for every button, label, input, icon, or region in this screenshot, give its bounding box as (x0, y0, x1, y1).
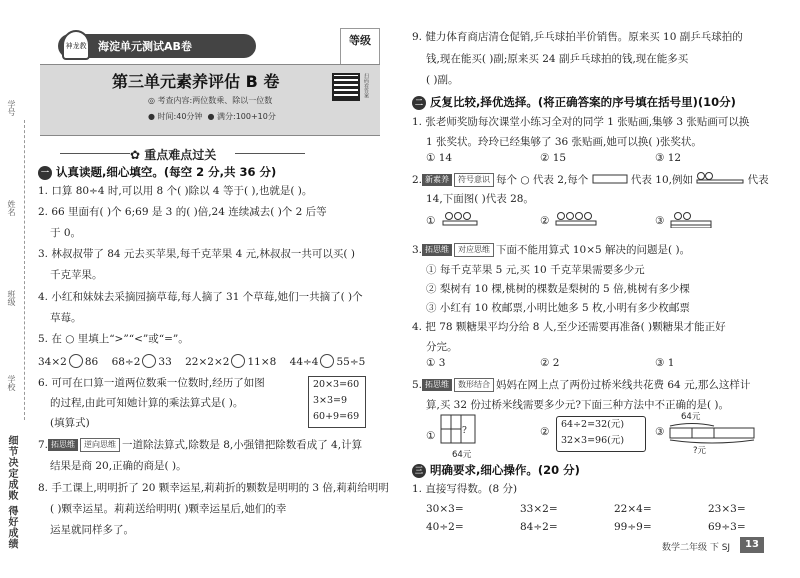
segment-diagram (669, 422, 759, 444)
compare-circle[interactable] (69, 354, 83, 368)
question-2-cont: 于 0。 (50, 227, 82, 239)
choice-question-2-cont: 14,下面图( )代表 28。 (426, 193, 534, 205)
tag-reverse-thinking: 逆向思维 (80, 438, 120, 452)
choice-4-option-b: ② 2 (540, 357, 560, 369)
divider-left (60, 153, 130, 154)
question-5: 5. 在 ○ 里填上“>”“<”或“=”。 (38, 333, 189, 345)
divider-right (235, 153, 305, 154)
exam-content: ◎ 考查内容:两位数乘、除以一位数 (148, 96, 273, 105)
choice-5-option-a: ① ? 64元 (426, 414, 516, 462)
question-6-note: (填算式) (50, 417, 90, 429)
choice-3-option-b: ② 梨树有 10 棵,桃树的棵数是梨树的 5 倍,桃树有多少棵 (426, 283, 690, 295)
qr-code[interactable] (332, 73, 360, 101)
grade-label: 等级 (349, 34, 371, 47)
qr-note: 扫码看答案 (363, 73, 369, 98)
question-8-cont: ( )颗幸运星。莉莉送给明明( )颗幸运星后,她们的幸 (50, 503, 287, 515)
choice-5-option-b: ② 64÷2=32(元) 32×3=96(元) (540, 414, 650, 454)
calc-item: 33×2= (520, 503, 558, 515)
option-c-diagram (668, 212, 716, 228)
compare-circle[interactable] (320, 354, 334, 368)
choice-1-option-a: ① 14 (426, 152, 453, 164)
calc-item: 30×3= (426, 503, 464, 515)
choice-5-option-c: ③ 64元 ?元 (655, 410, 765, 460)
tag-correspondence: 对应思维 (454, 243, 494, 257)
calc-item: 84÷2= (520, 521, 558, 533)
compare-row: 34×2 86 68÷2 33 22×2×2 11×8 44÷4 55÷5 (38, 356, 366, 368)
exam-header (40, 28, 380, 138)
calc-process-box: 20×3=60 3×3=9 60+9=69 (308, 376, 366, 428)
cut-line (24, 120, 25, 420)
question-8: 8. 手工课上,明明折了 20 颗幸运星,莉莉折的颗数是明明的 3 倍,莉莉给明明 (38, 482, 389, 494)
choice-4-option-c: ③ 1 (655, 357, 675, 369)
calc-steps-box: 64÷2=32(元) 32×3=96(元) (556, 416, 646, 452)
question-9: 9. 健力体育商店清仓促销,乒乓球拍半价销售。原来买 10 副乒乓球拍的 (412, 31, 743, 43)
choice-2-option-b: ② (540, 212, 601, 228)
title-panel (40, 64, 380, 136)
question-4-cont: 草莓。 (50, 312, 82, 324)
choice-3-option-c: ③ 小红有 10 枚邮票,小明比她多 5 枚,小明有多少枚邮票 (426, 302, 690, 314)
choice-question-4-cont: 分完。 (426, 341, 458, 353)
choice-3-option-a: ① 每千克苹果 5 元,买 10 千克苹果需要多少元 (426, 264, 645, 276)
question-1: 1. 口算 80÷4 时,可以用 8 个( )除以 4 等于( ),也就是( )。 (38, 185, 313, 197)
question-2: 2. 66 里面有( )个 6;69 是 3 的( )倍,24 连续减去( )个 2 后等 (38, 206, 327, 218)
bar-symbol-icon (592, 174, 628, 184)
key-points-title: ✿ 重点难点过关 (130, 148, 217, 162)
section-3-heading: 三 明确要求,细心操作。(20 分) (412, 462, 580, 478)
section-2-heading: 二 反复比较,择优选择。(将正确答案的序号填在括号里)(10分) (412, 94, 736, 110)
tag-number-shape: 数形结合 (454, 378, 494, 392)
choice-4-option-a: ① 3 (426, 357, 446, 369)
choice-question-5-cont: 算,买 32 份过桥米线需要多少元?下面三种方法中不正确的是( )。 (426, 399, 730, 411)
page-number: 13 (740, 537, 764, 553)
choice-question-1-cont: 1 张奖状。玲玲已经集够了 36 张贴画,她可以换( )张奖状。 (426, 136, 702, 148)
choice-1-option-c: ③ 12 (655, 152, 682, 164)
tag-extend: 拓思维 (422, 244, 452, 256)
question-8-end: 运星就同样多了。 (50, 524, 134, 536)
margin-label-student-id: 学号 (7, 100, 16, 116)
series-name: 海淀单元测试AB卷 (98, 40, 192, 53)
publisher-logo: 神龙教 (62, 30, 90, 60)
calc-item: 40÷2= (426, 521, 464, 533)
question-3-cont: 千克苹果。 (50, 269, 103, 281)
choice-question-3: 3. 拓思维 对应思维 下面不能用算式 10×5 解决的问题是( )。 (412, 244, 691, 256)
exam-time-score: ● 时间:40分钟 ● 满分:100+10分 (148, 112, 276, 121)
grade-box (340, 28, 380, 68)
choice-question-2: 2. 新素养 符号意识 每个 ○ 代表 2,每个 代表 10,例如 代表 (412, 174, 769, 186)
calc-item: 23×3= (708, 503, 746, 515)
choice-question-1: 1. 张老师奖励每次课堂小练习全对的同学 1 张贴画,集够 3 张贴画可以换 (412, 116, 750, 128)
option-a-diagram (439, 212, 483, 228)
question-6: 6. 可可在口算一道两位数乘一位数时,经历了如图 (38, 377, 265, 389)
option-b-diagram (553, 212, 601, 228)
tag-extend: 拓思维 (422, 379, 452, 391)
question-6-cont: 的过程,由此可知她计算的乘法算式是( )。 (50, 397, 244, 409)
question-4: 4. 小红和妹妹去采摘园摘草莓,每人摘了 31 个草莓,她们一共摘了( )个 (38, 291, 363, 303)
tag-new-literacy: 新素养 (422, 174, 452, 186)
choice-question-5: 5. 拓思维 数形结合 妈妈在网上点了两份过桥米线共花费 64 元,那么这样计 (412, 379, 751, 391)
tag-symbol-sense: 符号意识 (454, 173, 494, 187)
question-7: 7. 拓思维 逆向思维 一道除法算式,除数是 8,小强错把除数看成了 4,计算 (38, 439, 363, 451)
calc-item: 22×4= (614, 503, 652, 515)
compare-circle[interactable] (231, 354, 245, 368)
question-9-cont: 钱,现在能买( )副;原来买 24 副乒乓球拍的钱,现在能多买 (426, 53, 689, 65)
margin-motto: 细节决定成败 得好成绩 (6, 435, 17, 550)
section-3-subquestion: 1. 直接写得数。(8 分) (412, 483, 518, 495)
exam-title: 第三单元素养评估 B 卷 (112, 72, 280, 91)
choice-2-option-c: ③ (655, 212, 716, 228)
series-banner (58, 34, 256, 58)
compare-circle[interactable] (142, 354, 156, 368)
calc-item: 69÷3= (708, 521, 746, 533)
question-9-end: ( )副。 (426, 74, 459, 86)
choice-question-4: 4. 把 78 颗糖果平均分给 8 人,至少还需要再准备( )颗糖果才能正好 (412, 321, 726, 333)
calc-item: 99÷9= (614, 521, 652, 533)
choice-2-option-a: ① (426, 212, 483, 228)
question-3: 3. 林叔叔带了 84 元去买苹果,每千克苹果 4 元,林叔叔一共可以买( ) (38, 248, 355, 260)
tag-extend: 拓思维 (48, 439, 78, 451)
question-7-cont: 结果是商 20,正确的商是( )。 (50, 460, 187, 472)
binding-margin (0, 0, 30, 578)
example-symbol-icon (696, 172, 744, 184)
margin-label-school: 学校 (7, 375, 16, 391)
choice-1-option-b: ② 15 (540, 152, 567, 164)
margin-label-name: 姓名 (7, 200, 16, 216)
section-1-heading: 一 认真读题,细心填空。(每空 2 分,共 36 分) (38, 164, 276, 180)
margin-label-class: 班级 (7, 290, 16, 306)
page-footer-label: 数学二年级 下 SJ (662, 543, 731, 553)
